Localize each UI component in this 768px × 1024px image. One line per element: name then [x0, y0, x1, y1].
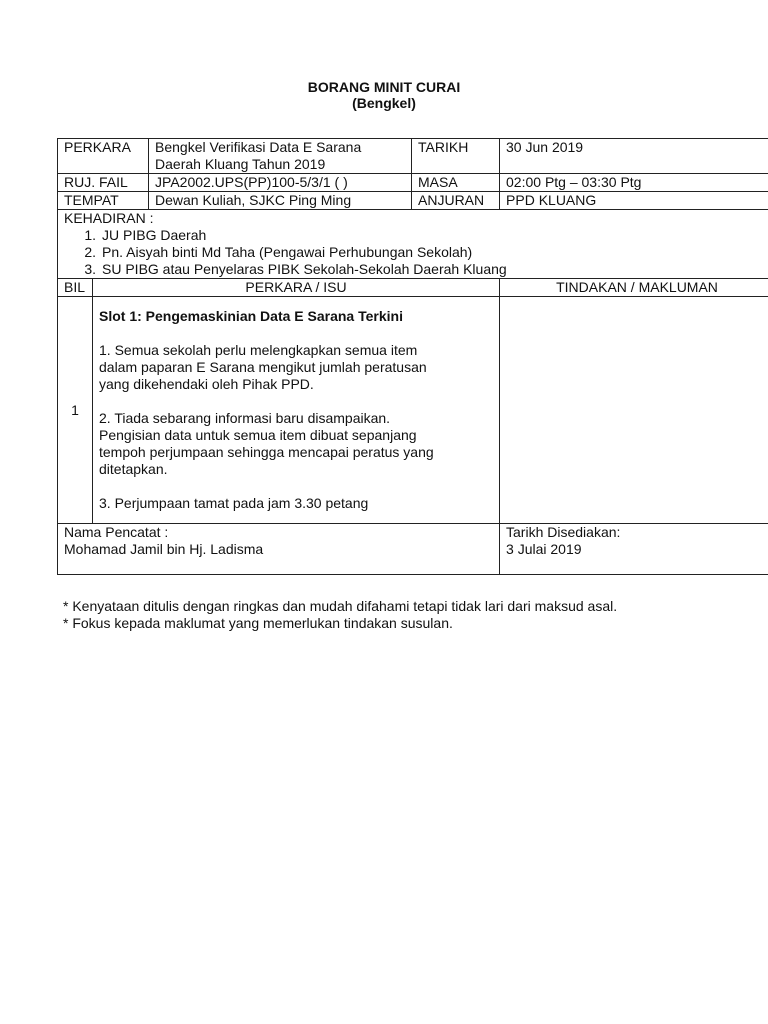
- paragraph-1: [99, 342, 493, 393]
- perkara-row: [58, 139, 768, 174]
- attendance-text: JU PIBG Daerah: [102, 227, 207, 243]
- anjuran-label: ANJURAN: [412, 192, 500, 210]
- bil-header: BIL: [58, 279, 93, 297]
- attendance-item: [72, 227, 768, 244]
- paragraph-3: [99, 495, 493, 512]
- paragraph-line: 3. Perjumpaan tamat pada jam 3.30 petang: [99, 495, 369, 511]
- pencatat-label: Nama Pencatat :: [64, 524, 169, 540]
- slot-title: Slot 1: Pengemaskinian Data E Sarana Terkini: [99, 308, 403, 324]
- paragraph-line: ditetapkan.: [99, 461, 168, 477]
- minutes-form-table: [57, 138, 768, 575]
- attendance-number: 2.: [84, 244, 96, 260]
- kehadiran-row: [58, 210, 768, 279]
- perkara-value-line: Bengkel Verifikasi Data E Sarana: [155, 139, 362, 155]
- anjuran-value: PPD KLUANG: [500, 192, 768, 210]
- paragraph-line: tempoh perjumpaan sehingga mencapai peratus yang: [99, 444, 434, 460]
- masa-value: 02:00 Ptg – 03:30 Ptg: [500, 174, 768, 192]
- disediakan-value: 3 Julai 2019: [506, 541, 582, 557]
- document-subtitle: (Bengkel): [352, 95, 416, 111]
- attendance-text: Pn. Aisyah binti Md Taha (Pengawai Perhubungan Sekolah): [102, 244, 473, 260]
- column-header-row: [58, 279, 768, 297]
- paragraph-line: Pengisian data untuk semua item dibuat sepanjang: [99, 427, 417, 443]
- footer-row: [58, 524, 768, 575]
- paragraph-line: dalam paparan E Sarana mengikut jumlah peratusan: [99, 359, 427, 375]
- masa-label: MASA: [412, 174, 500, 192]
- perkara-label: PERKARA: [58, 139, 149, 174]
- tempat-value: Dewan Kuliah, SJKC Ping Ming: [149, 192, 412, 210]
- paragraph-line: yang dikehendaki oleh Pihak PPD.: [99, 376, 314, 392]
- bil-cell: 1: [58, 297, 93, 524]
- perkara-value-line: Daerah Kluang Tahun 2019: [155, 156, 326, 172]
- tindakan-cell: [500, 297, 768, 524]
- rujfail-value: JPA2002.UPS(PP)100-5/3/1 ( ): [149, 174, 412, 192]
- rujfail-label: RUJ. FAIL: [58, 174, 149, 192]
- attendance-list: [64, 227, 768, 278]
- perkara-isu-cell: [93, 297, 500, 524]
- document-title: BORANG MINIT CURAI: [307, 79, 461, 95]
- note-line: * Kenyataan ditulis dengan ringkas dan mudah difahami tetapi tidak lari dari maksud asal.: [63, 598, 618, 614]
- tempat-row: [58, 192, 768, 210]
- table-row: [58, 297, 768, 524]
- attendance-text: SU PIBG atau Penyelaras PIBK Sekolah-Sekolah Daerah Kluang: [102, 261, 507, 277]
- tindakan-header: TINDAKAN / MAKLUMAN: [500, 279, 768, 297]
- paragraph-line: 2. Tiada sebarang informasi baru disampaikan.: [99, 410, 391, 426]
- perkara-value: [149, 139, 412, 174]
- pencatat-value: Mohamad Jamil bin Hj. Ladisma: [64, 541, 264, 557]
- attendance-item: [72, 244, 768, 261]
- notes: [63, 598, 763, 632]
- tarikh-value: 30 Jun 2019: [500, 139, 768, 174]
- paragraph-2: [99, 410, 493, 478]
- disediakan-cell: [500, 524, 768, 575]
- pencatat-cell: [58, 524, 500, 575]
- perkara-isu-header: PERKARA / ISU: [93, 279, 500, 297]
- rujfail-row: [58, 174, 768, 192]
- kehadiran-cell: [58, 210, 768, 279]
- tempat-label: TEMPAT: [58, 192, 149, 210]
- attendance-item: [72, 261, 768, 278]
- tarikh-label: TARIKH: [412, 139, 500, 174]
- attendance-number: 3.: [84, 261, 96, 277]
- attendance-number: 1.: [84, 227, 96, 243]
- note-line: * Fokus kepada maklumat yang memerlukan tindakan susulan.: [63, 615, 453, 631]
- paragraph-line: 1. Semua sekolah perlu melengkapkan semua item: [99, 342, 418, 358]
- kehadiran-label: KEHADIRAN :: [64, 210, 154, 226]
- disediakan-label: Tarikh Disediakan:: [506, 524, 621, 540]
